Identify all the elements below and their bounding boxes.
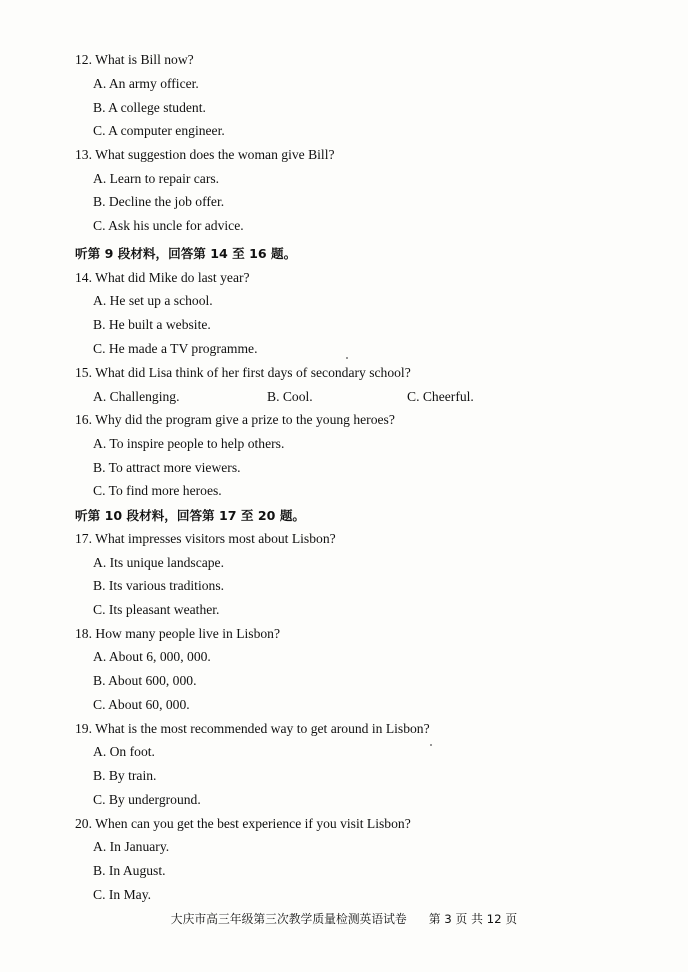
footer-exam-title: 大庆市高三年级第三次教学质量检测英语试卷	[170, 912, 407, 926]
question-18: 18. How many people live in Lisbon?	[75, 626, 281, 641]
question-14: 14. What did Mike do last year?	[75, 270, 250, 285]
question-12: 12. What is Bill now?	[75, 52, 194, 67]
q20-option-c: C. In May.	[93, 887, 152, 902]
q14-option-b: B. He built a website.	[93, 317, 211, 332]
q13-option-c: C. Ask his uncle for advice.	[93, 218, 244, 233]
q13-option-b: B. Decline the job offer.	[93, 194, 225, 209]
question-15: 15. What did Lisa think of her first days of secondary school?	[75, 365, 411, 380]
section-10-heading: 听第 10 段材料，回答第 17 至 20 题。	[75, 508, 306, 523]
q16-option-c: C. To find more heroes.	[93, 483, 222, 498]
question-16: 16. Why did the program give a prize to the young heroes?	[75, 412, 395, 427]
question-13: 13. What suggestion does the woman give Bill?	[75, 147, 335, 162]
q14-option-a: A. He set up a school.	[93, 293, 213, 308]
question-19: 19. What is the most recommended way to get around in Lisbon?	[75, 721, 430, 736]
q13-option-a: A. Learn to repair cars.	[93, 171, 220, 186]
q12-option-b: B. A college student.	[93, 100, 206, 115]
q18-option-c: C. About 60, 000.	[93, 697, 190, 712]
footer-page-number: 第 3 页 共 12 页	[428, 912, 518, 926]
scan-speck	[430, 744, 432, 746]
q17-option-a: A. Its unique landscape.	[93, 555, 224, 570]
q18-option-a: A. About 6, 000, 000.	[93, 649, 211, 664]
q16-option-b: B. To attract more viewers.	[93, 460, 241, 475]
q15-option-b: B. Cool.	[267, 389, 313, 404]
scan-speck	[346, 357, 348, 359]
q14-option-c: C. He made a TV programme.	[93, 341, 258, 356]
q19-option-c: C. By underground.	[93, 792, 201, 807]
q18-option-b: B. About 600, 000.	[93, 673, 197, 688]
q17-option-b: B. Its various traditions.	[93, 578, 225, 593]
q20-option-b: B. In August.	[93, 863, 166, 878]
q16-option-a: A. To inspire people to help others.	[93, 436, 285, 451]
q17-option-c: C. Its pleasant weather.	[93, 602, 220, 617]
page-footer	[0, 911, 688, 927]
section-9-heading: 听第 9 段材料，回答第 14 至 16 题。	[75, 246, 297, 261]
q20-option-a: A. In January.	[93, 839, 170, 854]
q19-option-a: A. On foot.	[93, 744, 155, 759]
question-17: 17. What impresses visitors most about Lisbon?	[75, 531, 336, 546]
q12-option-a: A. An army officer.	[93, 76, 199, 91]
q19-option-b: B. By train.	[93, 768, 157, 783]
question-20: 20. When can you get the best experience if you visit Lisbon?	[75, 816, 411, 831]
q12-option-c: C. A computer engineer.	[93, 123, 225, 138]
q15-option-a: A. Challenging.	[93, 389, 180, 404]
q15-option-c: C. Cheerful.	[407, 389, 474, 404]
